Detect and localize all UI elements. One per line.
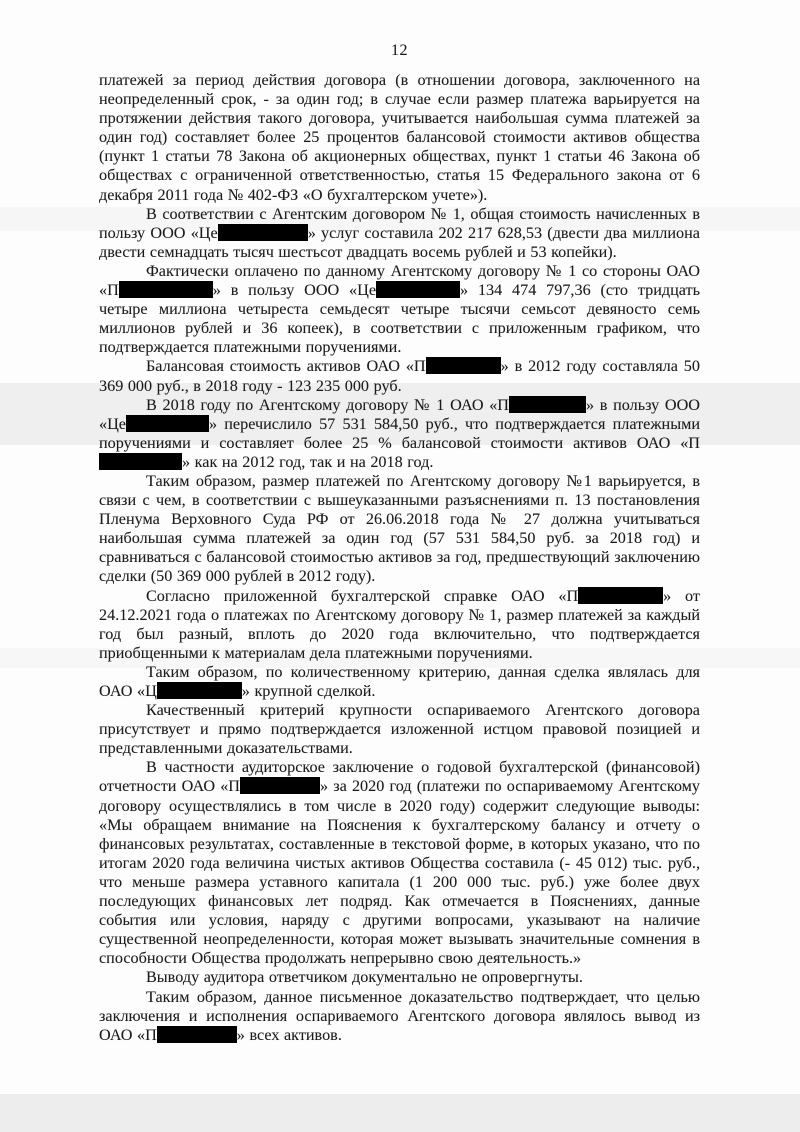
paragraph-text: Балансовая стоимость активов ОАО «П xyxy=(146,357,426,376)
redaction-bar xyxy=(157,682,242,699)
paragraph-text: » как на 2012 год, так и на 2018 год. xyxy=(182,452,434,471)
paragraph xyxy=(99,71,700,205)
paragraph xyxy=(99,968,700,987)
paragraph-text: » за 2020 год (платежи по оспариваемому Агентскому договору осуществлялись в том числе в 2020 году) содержит следующие выводы: «Мы обращаем внимание на Пояснения к бухгалтерскому балансу и отчету о финансовых результатах, составленные в текстовой форме, в которых указано, что по итогам 2020 года величина чистых активов Общества составила (- 45 012) тыс. руб., что меньше размера уставного капитала (1 200 000 тыс. руб.) уже более двух последующих финансовых лет подряд. Как отмечается в Пояснениях, данные события или условия, наряду с другими вопросами, указывают на наличие существенной неопределенности, которая может вызывать значительные сомнения в способности Общества продолжать непрерывно свою деятельность.» xyxy=(99,777,700,968)
paragraph-text: платежей за период действия договора (в отношении договора, заключенного на неопределенный срок, - за один год; в случае если размер платежа варьируется на протяжении действия такого договора, учитывается наибольшая сумма платежей за один год) составляет более 25 процентов балансовой стоимости активов общества (пункт 1 статьи 78 Закона об акционерных обществах, пункт 1 статьи 46 Закона об обществах с ограниченной ответственностью, статья 15 Федерального закона от 6 декабря 2011 года № 402-ФЗ «О бухгалтерском учете»). xyxy=(99,71,700,204)
paragraph-text: » в 2012 году составляла 50 369 000 руб., в 2018 году - 123 235 000 руб. xyxy=(99,357,700,395)
paragraph xyxy=(99,396,700,472)
paragraph xyxy=(99,205,700,262)
redaction-bar xyxy=(509,396,586,413)
paragraph-text: » всех активов. xyxy=(236,1025,342,1044)
paragraph-text: В частности аудиторское заключение о годовой бухгалтерской (финансовой) отчетности ОАО «П xyxy=(99,758,700,796)
paragraph-text: Таким образом, данное письменное доказательство подтверждает, что целью заключения и исполнения оспариваемого Агентского договора являлось вывод из ОАО «П xyxy=(99,987,700,1044)
paragraph xyxy=(99,262,700,357)
paragraph-text: В 2018 году по Агентскому договору № 1 ОАО «П xyxy=(146,395,509,414)
paragraph-text: Согласно приложенной бухгалтерской справке ОАО «П xyxy=(146,586,579,605)
paragraph-text: » 134 474 797,36 (сто тридцать четыре миллиона четыреста семьдесят четыре тысячи семьсот девяносто семь миллионов рублей и 36 копеек), в соответствии с приложенным графиком, что подтверждается платежными поручениями. xyxy=(99,281,700,357)
redaction-bar xyxy=(126,415,209,432)
paragraph-text: » перечислило 57 531 584,50 руб., что подтверждается платежными поручениями и составляет более 25 % балансовой стоимости активов ОАО «П xyxy=(99,414,700,452)
paragraph xyxy=(99,988,700,1045)
paragraph xyxy=(99,663,700,701)
paragraph xyxy=(99,472,700,587)
paragraph xyxy=(99,758,700,968)
redaction-bar xyxy=(157,1026,237,1043)
page-number: 12 xyxy=(391,42,408,59)
paragraph-text: » в пользу ООО «Це xyxy=(99,395,700,433)
paragraph-text: Таким образом, размер платежей по Агентскому договору №1 варьируется, в связи с чем, в соответствии с вышеуказанными разъяснениями п. 13 постановления Пленума Верховного Суда РФ от 26.06.2018 года № 27 должна учитываться наибольшая сумма платежей за один год (57 531 584,50 руб. за 2018 год) и сравниваться с балансовой стоимостью активов за год, предшествующий заключению сделки (50 369 000 рублей в 2012 году). xyxy=(99,471,700,586)
paragraph-text: » крупной сделкой. xyxy=(241,682,376,700)
paragraph-text: Таким образом, по количественному критерию, данная сделка являлась для ОАО «Ц xyxy=(99,662,700,700)
paragraph-text: В соответствии с Агентским договором № 1, общая стоимость начисленных в пользу ООО «Це xyxy=(99,204,700,242)
paragraph-text: » услуг составила 202 217 628,53 (двести два миллиона двести семнадцать тысяч шестьсот двадцать восемь рублей и 53 копейки). xyxy=(99,223,700,261)
paragraph xyxy=(99,357,700,395)
redaction-bar xyxy=(426,357,501,374)
redaction-bar xyxy=(119,281,213,298)
paragraph-text: Фактически оплачено по данному Агентскому договору № 1 со стороны ОАО «П xyxy=(99,261,700,300)
redaction-bar xyxy=(376,281,460,298)
paragraph xyxy=(99,701,700,758)
paragraph-text: Качественный критерий крупности оспариваемого Агентского договора присутствует и прямо подтверждается изложенной истцом правовой позицией и представленными доказательствами. xyxy=(99,701,700,758)
paragraph-text: Выводу аудитора ответчиком документально не опровергнуты. xyxy=(146,968,583,987)
redaction-bar xyxy=(99,453,182,470)
paragraph-text: » от 24.12.2021 года о платежах по Агентскому договору № 1, размер платежей за каждый год был разный, вплоть до 2020 года включительно, что подтверждается приобщенными к материалам дела платежными поручениями. xyxy=(99,586,700,662)
paragraph xyxy=(99,587,700,663)
redaction-bar xyxy=(578,587,663,604)
document-body xyxy=(99,71,700,1045)
redaction-bar xyxy=(240,777,320,794)
paragraph-text: » в пользу ООО «Це xyxy=(212,281,377,300)
redaction-bar xyxy=(218,224,308,241)
scan-artifact-band xyxy=(0,1094,800,1132)
